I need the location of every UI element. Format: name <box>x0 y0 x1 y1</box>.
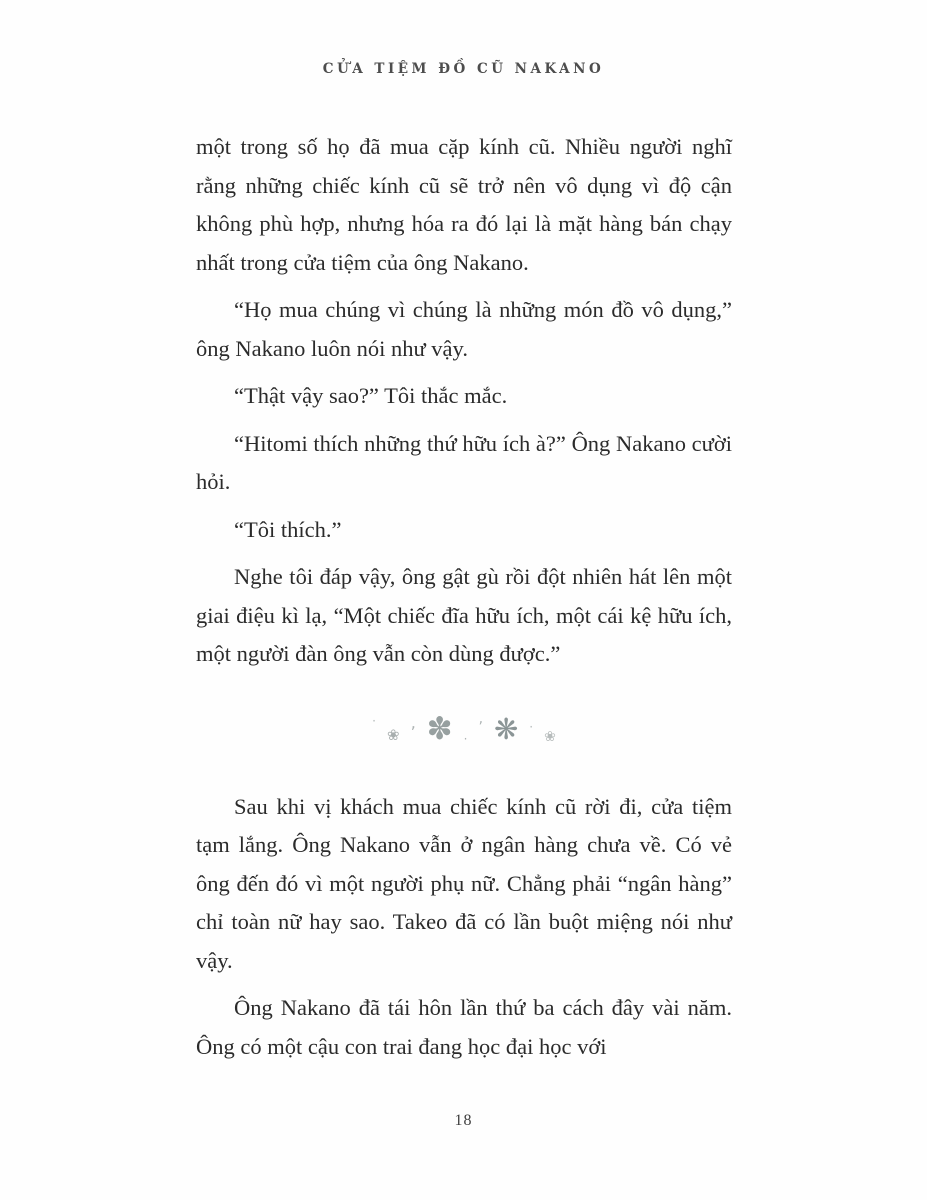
sakura-flower-icon: ✽ <box>426 711 453 747</box>
petal-icon: · <box>529 719 534 734</box>
running-header <box>0 60 927 78</box>
page-number: 18 <box>454 1112 473 1129</box>
page-content <box>196 128 732 1075</box>
book-title-header: CỬA TIỆM ĐỒ CŨ NAKANO <box>322 61 605 77</box>
paragraph: một trong số họ đã mua cặp kính cũ. Nhiều người nghĩ rằng những chiếc kính cũ sẽ trở nên vô dụng vì độ cận không phù hợp, nhưng hóa ra đó lại là mặt hàng bán chạy nhất trong cửa tiệm của ông Nakano. <box>196 134 732 275</box>
petal-icon: ❀ <box>544 728 556 745</box>
sakura-ornament-divider <box>196 702 732 758</box>
sakura-flower-icon: ❋ <box>493 712 519 746</box>
petal-icon: ‚ <box>410 712 416 732</box>
petal-icon: ❀ <box>387 726 400 744</box>
petal-icon: · <box>463 731 468 746</box>
paragraph: “Thật vậy sao?” Tôi thắc mắc. <box>234 383 508 408</box>
paragraph: “Họ mua chúng vì chúng là những món đồ vô dụng,” ông Nakano luôn nói như vậy. <box>196 297 732 361</box>
paragraph: “Hitomi thích những thứ hữu ích à?” Ông Nakano cười hỏi. <box>196 430 732 494</box>
paragraph: “Tôi thích.” <box>234 516 342 542</box>
petal-icon: ‚ <box>478 710 483 727</box>
paragraph: Ông Nakano đã tái hôn lần thứ ba cách đây vài năm. Ông có một cậu con trai đang học đại học với <box>196 995 732 1059</box>
petal-icon: · <box>372 713 376 728</box>
paragraph: Nghe tôi đáp vậy, ông gật gù rồi đột nhiên hát lên một giai điệu kì lạ, “Một chiếc đĩa hữu ích, một cái kệ hữu ích, một người đàn ông vẫn còn dùng được.” <box>196 564 732 666</box>
paragraph: Sau khi vị khách mua chiếc kính cũ rời đi, cửa tiệm tạm lắng. Ông Nakano vẫn ở ngân hàng chưa về. Có vẻ ông đến đó vì một người phụ nữ. Chẳng phải “ngân hàng” chỉ toàn nữ hay sao. Takeo đã có lần buột miệng nói như vậy. <box>196 793 732 973</box>
